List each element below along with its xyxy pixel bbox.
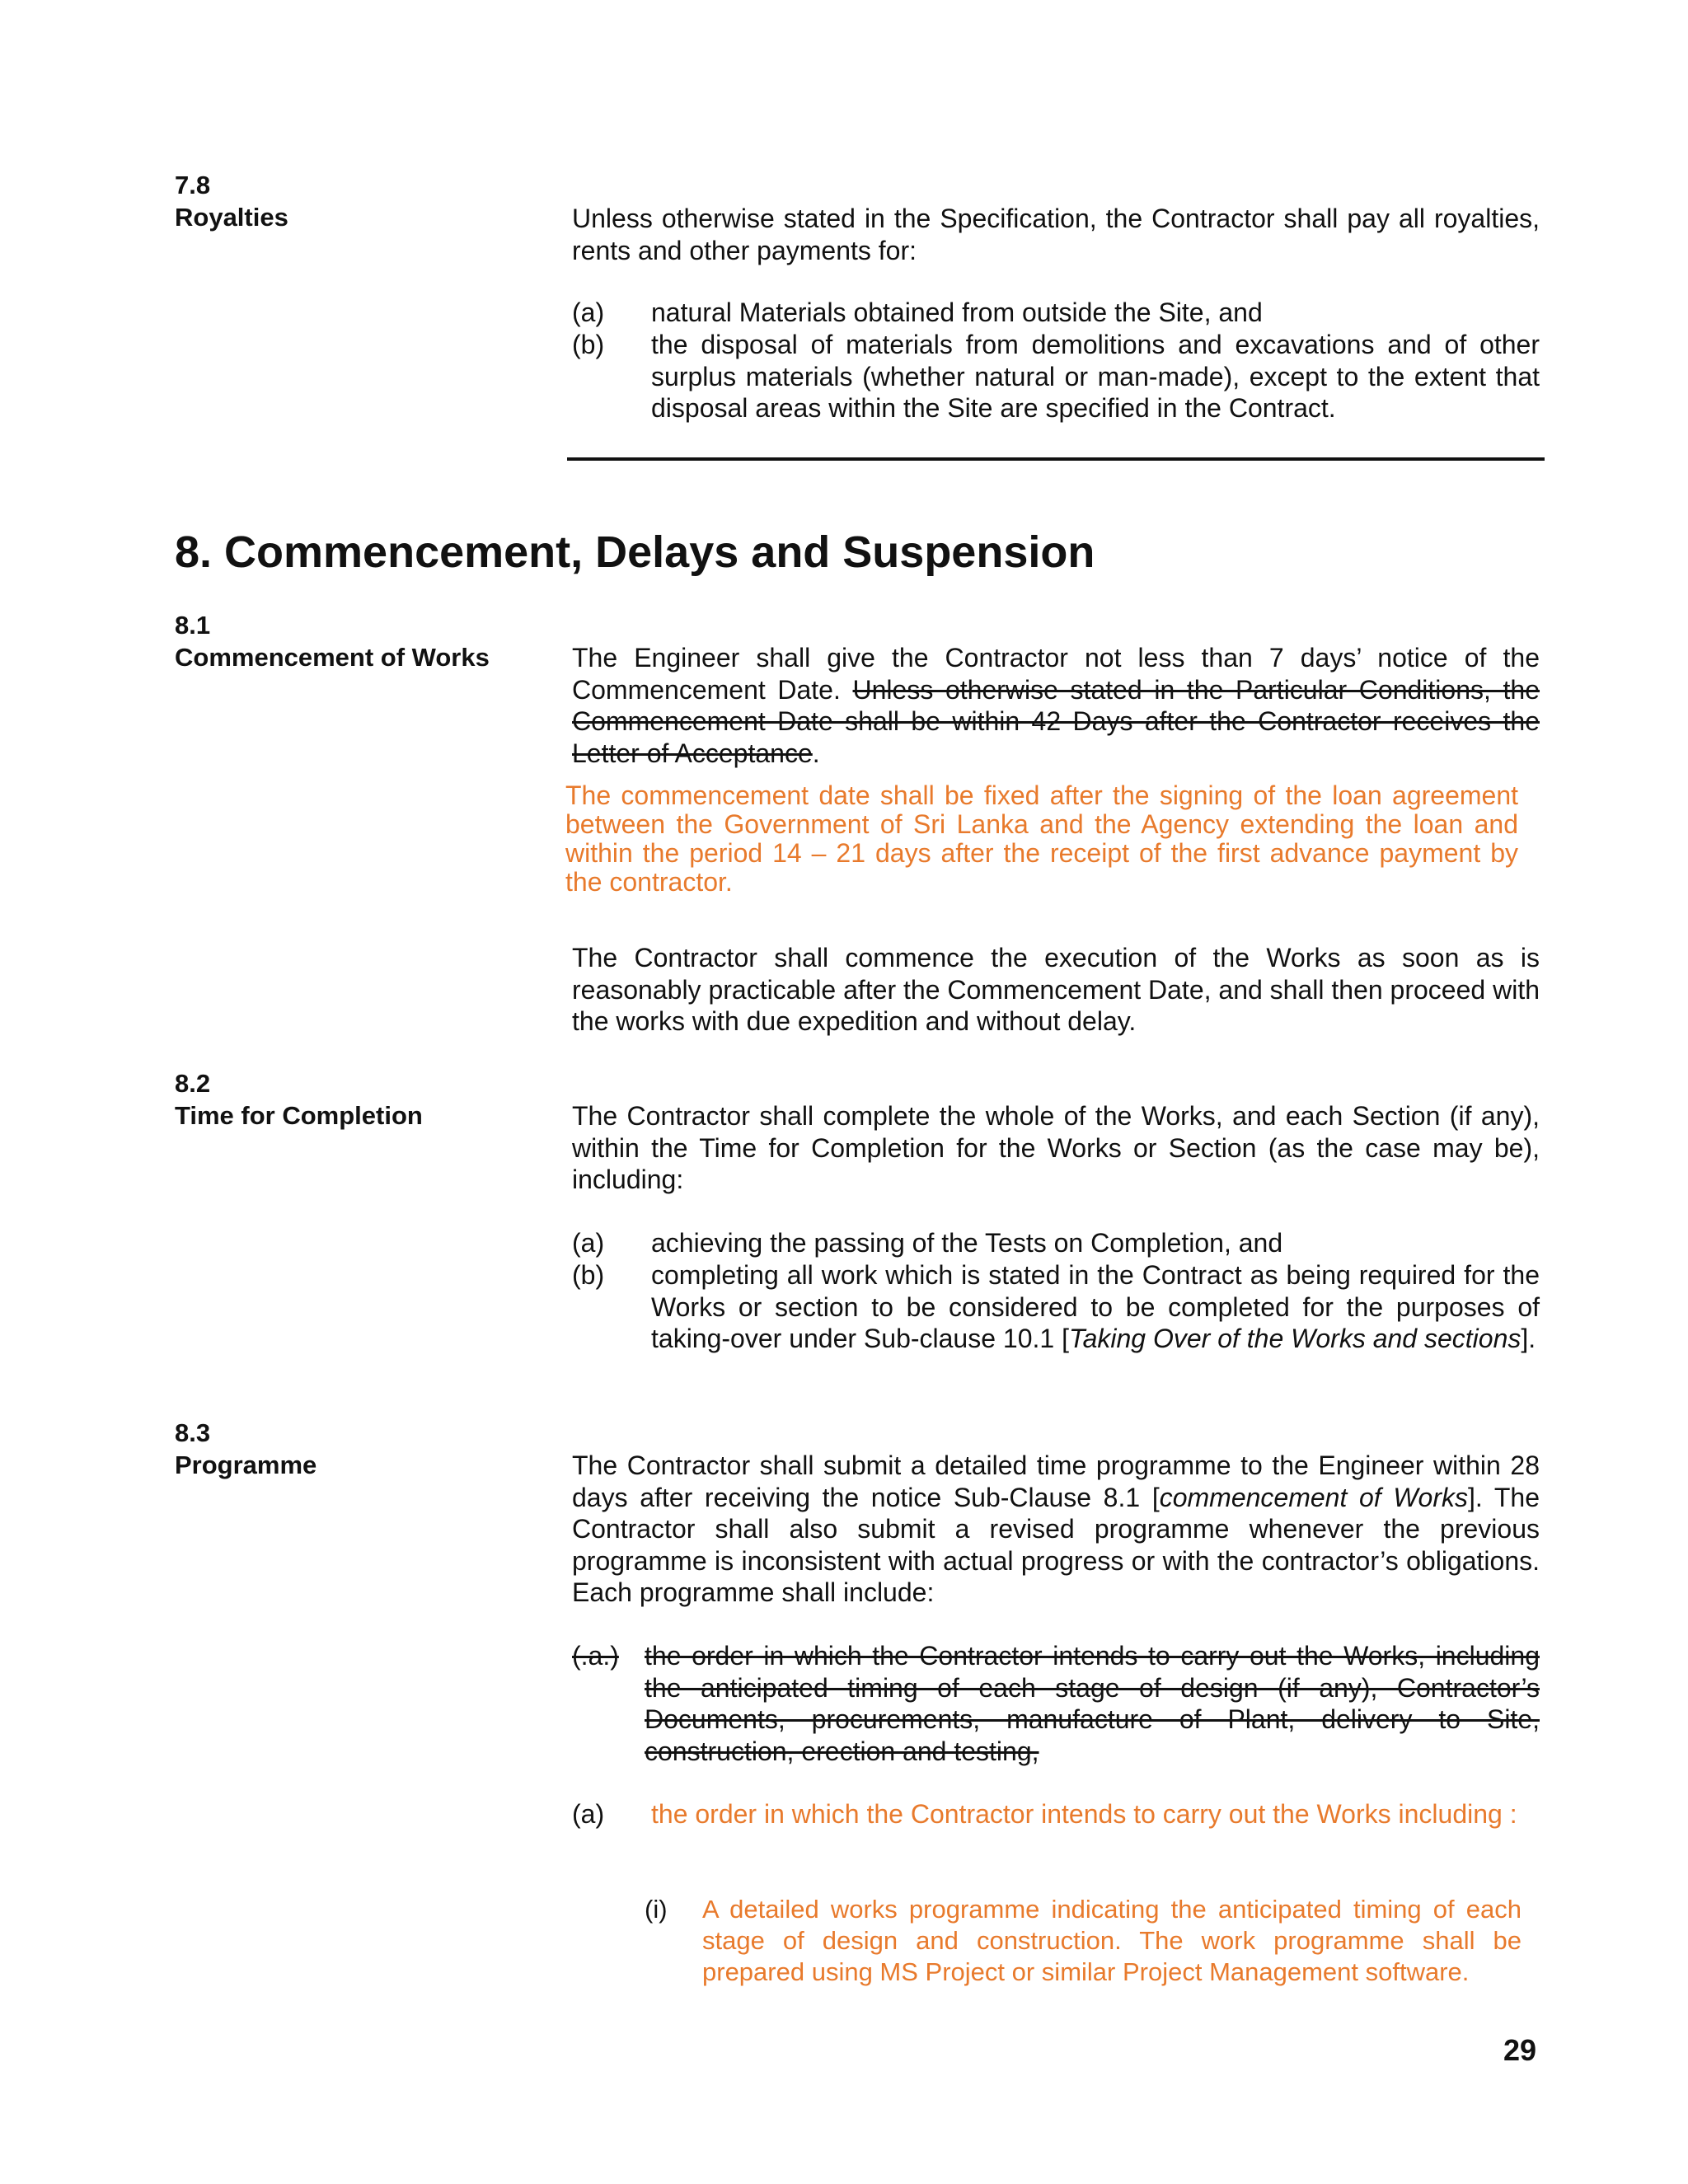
amendment-text: A detailed works programme indicating the anticipated timing of each stage of design and construction. The work programme shall be prepared using MS Project or similar Project Management software. [702, 1895, 1522, 1986]
list-label: (i) [645, 1895, 668, 1924]
section-heading: 8. Commencement, Delays and Suspension [175, 527, 1095, 577]
list-item [572, 329, 1540, 428]
paragraph-text: ]. The Contractor shall also submit a revised programme whenever the previous programme is inconsistent with actual progress or with the contractor’s obligations. Each programme shall include: [572, 1482, 1540, 1607]
list-text [651, 1259, 1540, 1355]
list-label: (b) [572, 330, 605, 359]
clause-number: 8.3 [175, 1418, 211, 1447]
deleted-list-item [572, 1640, 1540, 1772]
paragraph-text: . [812, 738, 820, 768]
amendment-text: The commencement date shall be fixed after the signing of the loan agreement between the Government of Sri Lanka and the Agency extending the loan and within the period 14 – 21 days after the receipt of the first advance payment by the contractor. [565, 780, 1518, 897]
cross-reference: commencement of Works [1159, 1482, 1469, 1512]
deleted-text: the order in which the Contractor intends to carry out the Works, including the anticipated timing of each stage of design (if any), Contractor’s Documents, procurements, manufacture of Plant, delivery to Site, construction, erection and testing, [645, 1641, 1540, 1766]
list-label: (b) [572, 1260, 605, 1290]
clause-paragraph [572, 1450, 1540, 1609]
list-item [572, 1259, 1540, 1391]
clause-number: 8.1 [175, 611, 211, 640]
list-label: (.a.) [572, 1641, 619, 1671]
list-text: the disposal of materials from demolitions and excavations and of other surplus materials (whether natural or man-made), except to the extent that disposal areas within the Site are specified in the Contract. [651, 330, 1540, 423]
cross-reference: Taking Over of the Works and sections [1068, 1324, 1522, 1353]
clause-title: Royalties [175, 203, 288, 232]
amendment-text: the order in which the Contractor intends to carry out the Works including : [651, 1799, 1517, 1829]
list-item [572, 1227, 1540, 1260]
sub-list-item [645, 1894, 1522, 1993]
deleted-text: Unless otherwise stated in the Particular Conditions, the Commencement Date shall be within 42 Days after the Contractor receives the Letter of Acceptance [572, 674, 1540, 768]
clause-paragraph: Unless otherwise stated in the Specification, the Contractor shall pay all royalties, rents and other payments for: [572, 204, 1540, 265]
list-label: (a) [572, 1228, 605, 1258]
list-item [572, 1798, 1540, 1864]
section-divider [567, 457, 1545, 461]
page-number: 29 [1503, 2033, 1537, 2067]
clause-title: Programme [175, 1451, 317, 1479]
clause-number: 8.2 [175, 1069, 211, 1098]
clause-paragraph: The Contractor shall complete the whole of the Works, and each Section (if any), within the Time for Completion for the Works or Section (as the case may be), including: [572, 1101, 1540, 1194]
list-item [572, 297, 1540, 330]
list-label: (a) [572, 1799, 605, 1829]
paragraph-text: The Engineer shall give the Contractor not less than 7 days’ notice of the Commencement Date. [572, 643, 1540, 705]
clause-number: 7.8 [175, 171, 211, 199]
list-text-part: completing all work which is stated in the Contract as being required for the Works or section to be considered to be completed for the purposes of taking-over under Sub-clause 10.1 [ [651, 1260, 1540, 1353]
list-label: (a) [572, 298, 605, 327]
clause-paragraph: The Contractor shall commence the execution of the Works as soon as is reasonably practicable after the Commencement Date, and shall then proceed with the works with due expedition and without delay. [572, 943, 1540, 1036]
clause-title: Time for Completion [175, 1101, 423, 1130]
clause-title: Commencement of Works [175, 643, 490, 672]
list-text: achieving the passing of the Tests on Completion, and [651, 1228, 1283, 1258]
list-text-part: ]. [1521, 1324, 1536, 1353]
list-text: natural Materials obtained from outside the Site, and [651, 298, 1263, 327]
clause-paragraph [572, 642, 1540, 769]
paragraph-text: The Contractor shall submit a detailed time programme to the Engineer within 28 days after receiving the notice Sub-Clause 8.1 [ [572, 1451, 1540, 1512]
